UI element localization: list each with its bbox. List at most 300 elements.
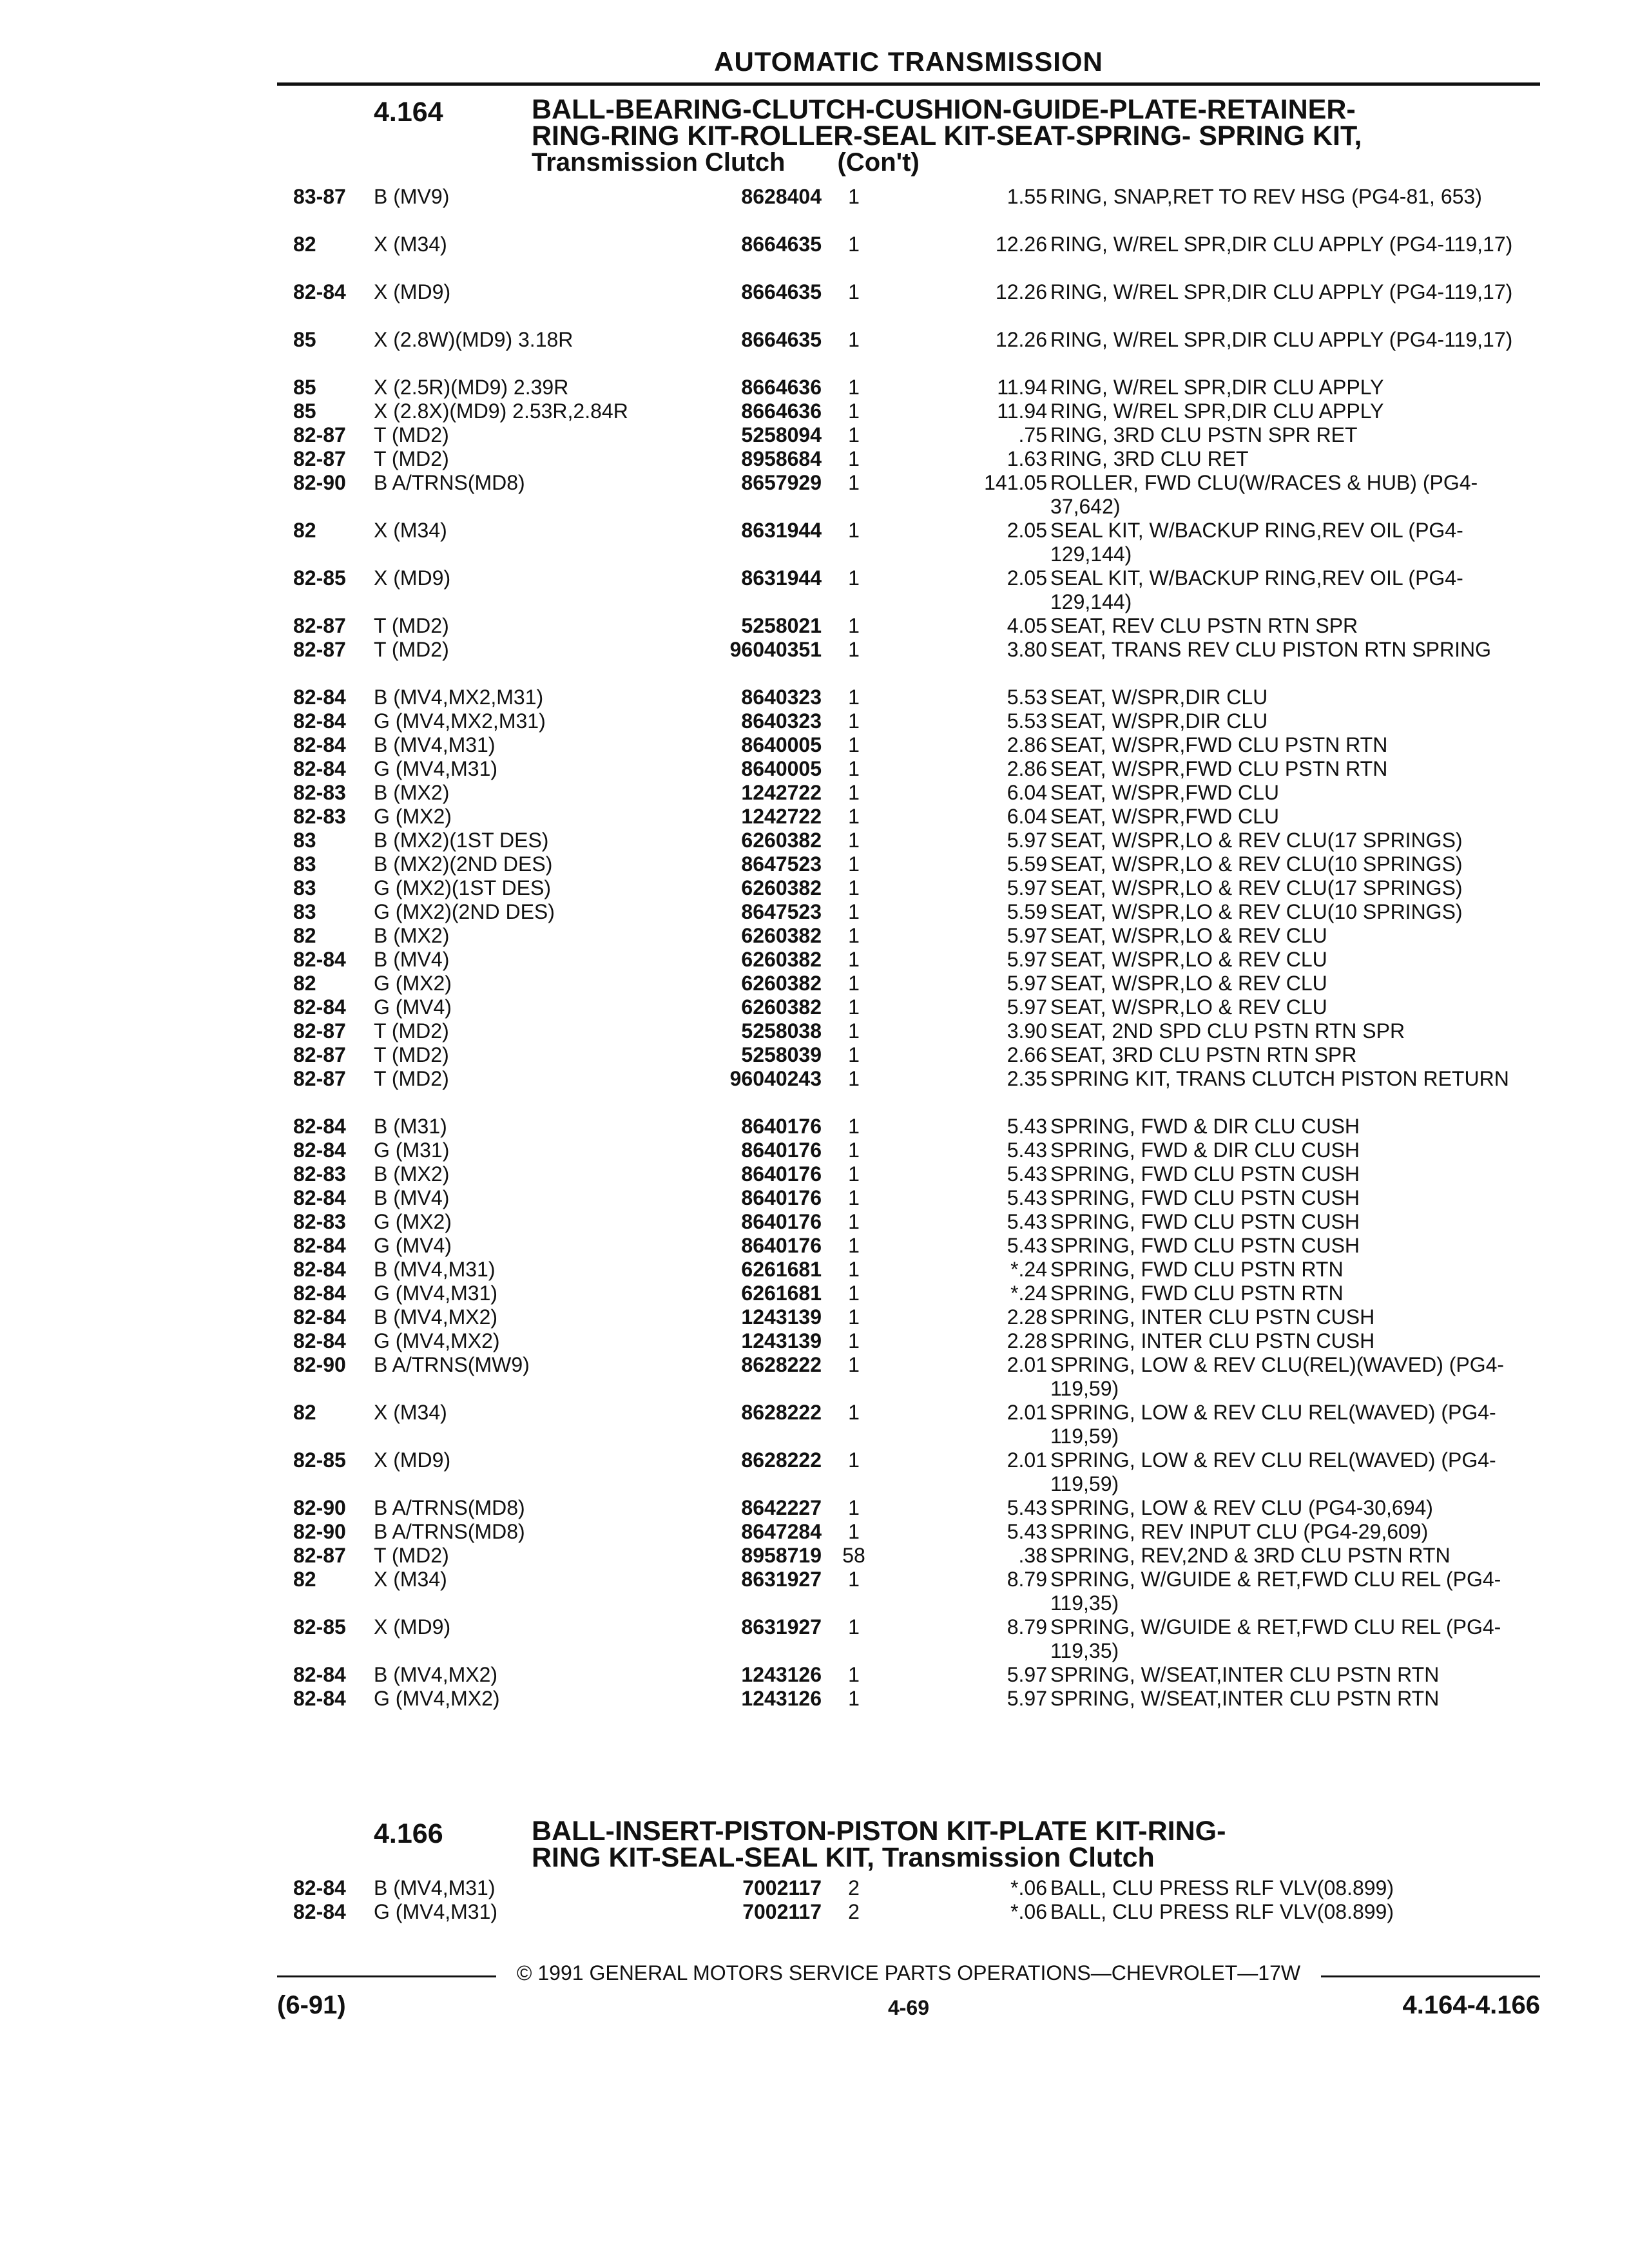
part-number: 5258094 [741,423,822,447]
table-row [293,1329,1521,1353]
quantity: 1 [848,376,860,399]
model-code: X (MD9) [374,566,451,590]
part-number: 8628222 [741,1401,822,1424]
table-row [293,900,1521,924]
description: RING, W/REL SPR,DIR CLU APPLY (PG4-119,17) [1050,328,1513,351]
footer-rule-right [1321,1975,1540,1977]
description: SPRING, FWD CLU PSTN RTN [1050,1282,1344,1305]
model-code: X (M34) [374,233,447,256]
year-range: 82-87 [293,447,346,470]
part-number: 1242722 [741,781,822,804]
parts-table-4164 [293,185,1521,1711]
year-range: 82-87 [293,614,346,637]
description: SPRING, INTER CLU PSTN CUSH [1050,1329,1375,1352]
model-code: B A/TRNS(MD8) [374,1496,525,1519]
year-range: 82-87 [293,423,346,447]
price: 2.66 [1007,1043,1047,1066]
year-range: 82-85 [293,1615,346,1639]
description: SPRING, FWD CLU PSTN CUSH [1050,1186,1360,1209]
part-number: 8631944 [741,519,822,542]
model-code: B (MV4,M31) [374,1876,496,1899]
part-number: 1243126 [741,1687,822,1710]
quantity: 1 [848,423,860,447]
model-code: B (M31) [374,1115,447,1138]
table-row [293,185,1521,233]
year-range: 82-87 [293,1019,346,1043]
model-code: X (MD9) [374,1448,451,1472]
model-code: G (MV4,MX2,M31) [374,709,546,733]
quantity: 1 [848,614,860,637]
table-row [293,1234,1521,1258]
quantity: 1 [848,1139,860,1162]
table-row [293,1210,1521,1234]
part-number: 5258039 [741,1043,822,1066]
year-range: 82-85 [293,1448,346,1472]
quantity: 1 [848,1448,860,1472]
year-range: 82-84 [293,1876,346,1899]
section-title-line1: BALL-INSERT-PISTON-PISTON KIT-PLATE KIT-RING- [532,1816,1226,1847]
page-header [277,44,1540,86]
description: SEAT, W/SPR,LO & REV CLU(17 SPRINGS) [1050,829,1463,852]
part-number: 8664635 [741,328,822,351]
price: 2.35 [1007,1067,1047,1090]
quantity: 2 [848,1900,860,1923]
price: 5.97 [1007,876,1047,899]
part-number: 8958684 [741,447,822,470]
price: 5.59 [1007,900,1047,923]
description: SPRING, FWD CLU PSTN CUSH [1050,1234,1360,1257]
price: 5.43 [1007,1210,1047,1233]
price: 5.43 [1007,1162,1047,1186]
model-code: G (MV4,MX2) [374,1687,500,1710]
year-range: 82-87 [293,638,346,661]
description: SEAT, W/SPR,LO & REV CLU [1050,924,1327,947]
quantity: 1 [848,709,860,733]
part-number: 1243126 [741,1663,822,1686]
description: SPRING, REV INPUT CLU (PG4-29,609) [1050,1520,1429,1543]
model-code: B (MV4,M31) [374,733,496,756]
price: 5.59 [1007,852,1047,876]
price: 2.28 [1007,1305,1047,1329]
price: 5.97 [1007,948,1047,971]
description: RING, 3RD CLU PSTN SPR RET [1050,423,1358,447]
price: *.24 [1010,1258,1047,1281]
year-range: 82 [293,1568,316,1591]
model-code: B (MV4) [374,1186,450,1209]
quantity: 1 [848,1496,860,1519]
year-range: 82-90 [293,1353,346,1376]
model-code: B (MV4,MX2) [374,1663,498,1686]
year-range: 82-87 [293,1544,346,1567]
description: SEAT, W/SPR,LO & REV CLU(17 SPRINGS) [1050,876,1463,899]
price: 5.97 [1007,924,1047,947]
description: SEAT, W/SPR,LO & REV CLU(10 SPRINGS) [1050,900,1463,923]
year-range: 82-84 [293,1234,346,1257]
price: 5.97 [1007,829,1047,852]
description: RING, W/REL SPR,DIR CLU APPLY (PG4-119,17) [1050,233,1513,256]
year-range: 82-84 [293,280,346,303]
description: SPRING, LOW & REV CLU REL(WAVED) (PG4-119,59) [1050,1448,1496,1495]
year-range: 82-90 [293,471,346,494]
section-heading-4166 [277,1818,1540,1883]
quantity: 1 [848,900,860,923]
price: 5.43 [1007,1520,1047,1543]
part-number: 8647523 [741,900,822,923]
part-number: 6260382 [741,995,822,1019]
part-number: 7002117 [742,1876,822,1899]
description: SPRING, LOW & REV CLU REL(WAVED) (PG4-119,59) [1050,1401,1496,1448]
year-range: 82-83 [293,781,346,804]
part-number: 8640005 [741,757,822,780]
price: 2.28 [1007,1329,1047,1352]
price: 3.90 [1007,1019,1047,1043]
table-row [293,614,1521,638]
description: SEAL KIT, W/BACKUP RING,REV OIL (PG4-129,144) [1050,519,1463,566]
quantity: 1 [848,1234,860,1257]
description: SPRING, FWD & DIR CLU CUSH [1050,1115,1360,1138]
part-number: 8664635 [741,233,822,256]
year-range: 82-84 [293,1115,346,1138]
part-number: 8647284 [741,1520,822,1543]
year-range: 82-84 [293,709,346,733]
price: 5.97 [1007,1663,1047,1686]
table-row [293,995,1521,1019]
description: SEAT, W/SPR,LO & REV CLU(10 SPRINGS) [1050,852,1463,876]
model-code: B (MV4,MX2) [374,1305,498,1329]
description: SPRING, FWD & DIR CLU CUSH [1050,1139,1360,1162]
table-row [293,972,1521,995]
year-range: 82-84 [293,1900,346,1923]
part-number: 8631927 [741,1615,822,1639]
description: RING, 3RD CLU RET [1050,447,1249,470]
part-number: 8628222 [741,1448,822,1472]
year-range: 82 [293,972,316,995]
quantity: 1 [848,1186,860,1209]
price: 8.79 [1007,1615,1047,1639]
price: 6.04 [1007,805,1047,828]
model-code: B (MV4,MX2,M31) [374,686,544,709]
model-code: X (M34) [374,1401,447,1424]
model-code: B (MX2)(2ND DES) [374,852,553,876]
section-title-line2: RING-RING KIT-ROLLER-SEAL KIT-SEAT-SPRING- SPRING KIT, [532,120,1362,151]
price: 2.86 [1007,733,1047,756]
price: 5.53 [1007,709,1047,733]
description: RING, W/REL SPR,DIR CLU APPLY [1050,399,1384,423]
quantity: 1 [848,924,860,947]
year-range: 83 [293,829,316,852]
model-code: G (MV4) [374,1234,452,1257]
description: SEAT, W/SPR,FWD CLU PSTN RTN [1050,733,1388,756]
description: SEAT, W/SPR,LO & REV CLU [1050,972,1327,995]
model-code: G (MV4,MX2) [374,1329,500,1352]
model-code: X (2.8X)(MD9) 2.53R,2.84R [374,399,628,423]
part-number: 8631944 [741,566,822,590]
year-range: 83 [293,876,316,899]
part-number: 8640176 [741,1162,822,1186]
section-subtitle-text: Transmission Clutch [532,148,786,177]
table-row [293,423,1521,447]
section-number: 4.164 [374,97,443,128]
description: SEAT, REV CLU PSTN RTN SPR [1050,614,1358,637]
year-range: 82-84 [293,733,346,756]
price: 3.80 [1007,638,1047,661]
price: 5.97 [1007,1687,1047,1710]
model-code: X (MD9) [374,1615,451,1639]
quantity: 1 [848,1568,860,1591]
part-number: 8631927 [741,1568,822,1591]
description: SPRING, FWD CLU PSTN RTN [1050,1258,1344,1281]
model-code: B (MX2) [374,781,450,804]
part-number: 6260382 [741,876,822,899]
table-row [293,566,1521,614]
part-number: 6260382 [741,829,822,852]
description: SPRING, W/SEAT,INTER CLU PSTN RTN [1050,1687,1440,1710]
price: 5.97 [1007,972,1047,995]
year-range: 82-85 [293,566,346,590]
model-code: G (MX2) [374,972,452,995]
quantity: 1 [848,328,860,351]
quantity: 1 [848,471,860,494]
table-row [293,1115,1521,1139]
table-row [293,1067,1521,1115]
description: SEAT, W/SPR,FWD CLU PSTN RTN [1050,757,1388,780]
table-row [293,399,1521,423]
section-title-line1: BALL-BEARING-CLUTCH-CUSHION-GUIDE-PLATE-RETAINER- [532,94,1356,125]
description: SPRING, FWD CLU PSTN CUSH [1050,1210,1360,1233]
year-range: 83 [293,900,316,923]
table-row [293,1568,1521,1615]
description: SEAT, W/SPR,LO & REV CLU [1050,995,1327,1019]
part-number: 7002117 [742,1900,822,1923]
quantity: 1 [848,1115,860,1138]
price: 5.43 [1007,1115,1047,1138]
model-code: T (MD2) [374,1067,449,1090]
footer-section-range: 4.164-4.166 [1402,1991,1540,2019]
year-range: 82-84 [293,1663,346,1686]
description: SEAT, W/SPR,LO & REV CLU [1050,948,1327,971]
description: SEAT, W/SPR,DIR CLU [1050,686,1268,709]
table-row [293,1162,1521,1186]
quantity: 1 [848,1663,860,1686]
section-number: 4.166 [374,1818,443,1849]
year-range: 82-84 [293,1139,346,1162]
footer-rule-left [277,1975,496,1977]
price: 2.86 [1007,757,1047,780]
quantity: 1 [848,399,860,423]
year-range: 82-84 [293,686,346,709]
page-title: AUTOMATIC TRANSMISSION [714,46,1103,77]
part-number: 1242722 [741,805,822,828]
description: SEAT, W/SPR,FWD CLU [1050,781,1279,804]
model-code: G (MX2) [374,805,452,828]
quantity: 1 [848,1329,860,1352]
table-row [293,1305,1521,1329]
description: SEAT, 3RD CLU PSTN RTN SPR [1050,1043,1357,1066]
year-range: 82-84 [293,1687,346,1710]
table-row [293,1663,1521,1687]
year-range: 82-83 [293,805,346,828]
model-code: X (2.5R)(MD9) 2.39R [374,376,569,399]
model-code: G (MV4,M31) [374,1282,498,1305]
table-row [293,852,1521,876]
description: RING, W/REL SPR,DIR CLU APPLY (PG4-119,17) [1050,280,1513,303]
price: 12.26 [995,233,1047,256]
year-range: 82-84 [293,757,346,780]
table-row [293,781,1521,805]
quantity: 1 [848,447,860,470]
quantity: 1 [848,852,860,876]
description: SPRING, REV,2ND & 3RD CLU PSTN RTN [1050,1544,1451,1567]
year-range: 82-84 [293,1282,346,1305]
table-row [293,1900,1521,1924]
part-number: 8640176 [741,1210,822,1233]
price: 2.05 [1007,566,1047,590]
table-row [293,638,1521,686]
quantity: 1 [848,686,860,709]
part-number: 8647523 [741,852,822,876]
table-row [293,924,1521,948]
model-code: G (MV4,M31) [374,757,498,780]
part-number: 8628222 [741,1353,822,1376]
quantity: 1 [848,757,860,780]
quantity: 1 [848,1353,860,1376]
price: *.24 [1010,1282,1047,1305]
model-code: B (MV4) [374,948,450,971]
quantity: 1 [848,1043,860,1066]
price: 1.63 [1007,447,1047,470]
price: *.06 [1010,1876,1047,1899]
table-row [293,805,1521,829]
part-number: 8664635 [741,280,822,303]
table-row [293,686,1521,709]
table-row [293,447,1521,471]
table-row [293,1544,1521,1568]
quantity: 1 [848,1210,860,1233]
quantity: 1 [848,1520,860,1543]
footer-copyright: © 1991 GENERAL MOTORS SERVICE PARTS OPERATIONS—CHEVROLET—17W [516,1961,1301,1984]
year-range: 85 [293,328,316,351]
model-code: T (MD2) [374,1019,449,1043]
part-number: 8628404 [741,185,822,208]
year-range: 82-83 [293,1162,346,1186]
price: 4.05 [1007,614,1047,637]
quantity: 1 [848,280,860,303]
quantity: 58 [842,1544,865,1567]
quantity: 1 [848,233,860,256]
description: SPRING, LOW & REV CLU(REL)(WAVED) (PG4-119,59) [1050,1353,1505,1400]
quantity: 1 [848,1401,860,1424]
model-code: X (2.8W)(MD9) 3.18R [374,328,574,351]
model-code: G (MV4,M31) [374,1900,498,1923]
quantity: 1 [848,566,860,590]
model-code: T (MD2) [374,1544,449,1567]
table-row [293,948,1521,972]
section-heading-4164 [277,94,1540,193]
quantity: 1 [848,995,860,1019]
year-range: 83-87 [293,185,346,208]
part-number: 8640176 [741,1234,822,1257]
price: 12.26 [995,280,1047,303]
part-number: 96040243 [729,1067,822,1090]
table-row [293,1139,1521,1162]
model-code: G (M31) [374,1139,450,1162]
table-row [293,1353,1521,1401]
model-code: B (MX2) [374,1162,450,1186]
year-range: 82 [293,233,316,256]
description: ROLLER, FWD CLU(W/RACES & HUB) (PG4-37,642) [1050,471,1478,518]
part-number: 8640005 [741,733,822,756]
year-range: 82-87 [293,1067,346,1090]
description: SPRING, W/SEAT,INTER CLU PSTN RTN [1050,1663,1440,1686]
year-range: 83 [293,852,316,876]
model-code: G (MX2) [374,1210,452,1233]
price: 5.43 [1007,1139,1047,1162]
description: RING, SNAP,RET TO REV HSG (PG4-81, 653) [1050,185,1482,208]
quantity: 1 [848,1282,860,1305]
description: SPRING, FWD CLU PSTN CUSH [1050,1162,1360,1186]
quantity: 1 [848,1162,860,1186]
table-row [293,1496,1521,1520]
model-code: B (MV9) [374,185,450,208]
quantity: 1 [848,185,860,208]
quantity: 1 [848,733,860,756]
year-range: 82-84 [293,1258,346,1281]
table-row [293,876,1521,900]
description: SEAT, TRANS REV CLU PISTON RTN SPRING [1050,638,1491,661]
price: 8.79 [1007,1568,1047,1591]
section-title-line2: RING KIT-SEAL-SEAL KIT, Transmission Clutch [532,1842,1155,1873]
table-row [293,829,1521,852]
quantity: 1 [848,1687,860,1710]
section-title [532,94,1498,177]
table-row [293,1401,1521,1448]
table-row [293,1282,1521,1305]
part-number: 1243139 [741,1329,822,1352]
footer-page-number: 4-69 [887,1996,930,2019]
year-range: 82-83 [293,1210,346,1233]
price: 141.05 [984,471,1047,494]
model-code: T (MD2) [374,447,449,470]
description: SEAT, W/SPR,FWD CLU [1050,805,1279,828]
description: SPRING, LOW & REV CLU (PG4-30,694) [1050,1496,1433,1519]
quantity: 1 [848,1258,860,1281]
quantity: 1 [848,805,860,828]
part-number: 6261681 [741,1258,822,1281]
year-range: 82-84 [293,948,346,971]
price: 5.53 [1007,686,1047,709]
table-row [293,233,1521,280]
quantity: 1 [848,948,860,971]
price: *.06 [1010,1900,1047,1923]
year-range: 82-84 [293,1305,346,1329]
model-code: B (MX2)(1ST DES) [374,829,549,852]
description: SPRING, W/GUIDE & RET,FWD CLU REL (PG4-119,35) [1050,1568,1501,1615]
table-row [293,328,1521,376]
price: 1.55 [1007,185,1047,208]
table-row [293,1186,1521,1210]
model-code: X (MD9) [374,280,451,303]
quantity: 1 [848,876,860,899]
part-number: 8642227 [741,1496,822,1519]
year-range: 85 [293,376,316,399]
section-subtitle [532,149,1498,176]
price: 5.43 [1007,1234,1047,1257]
price: .75 [1018,423,1047,447]
table-row [293,1615,1521,1663]
part-number: 8640176 [741,1115,822,1138]
footer-date: (6-91) [277,1991,346,2019]
table-row [293,280,1521,328]
